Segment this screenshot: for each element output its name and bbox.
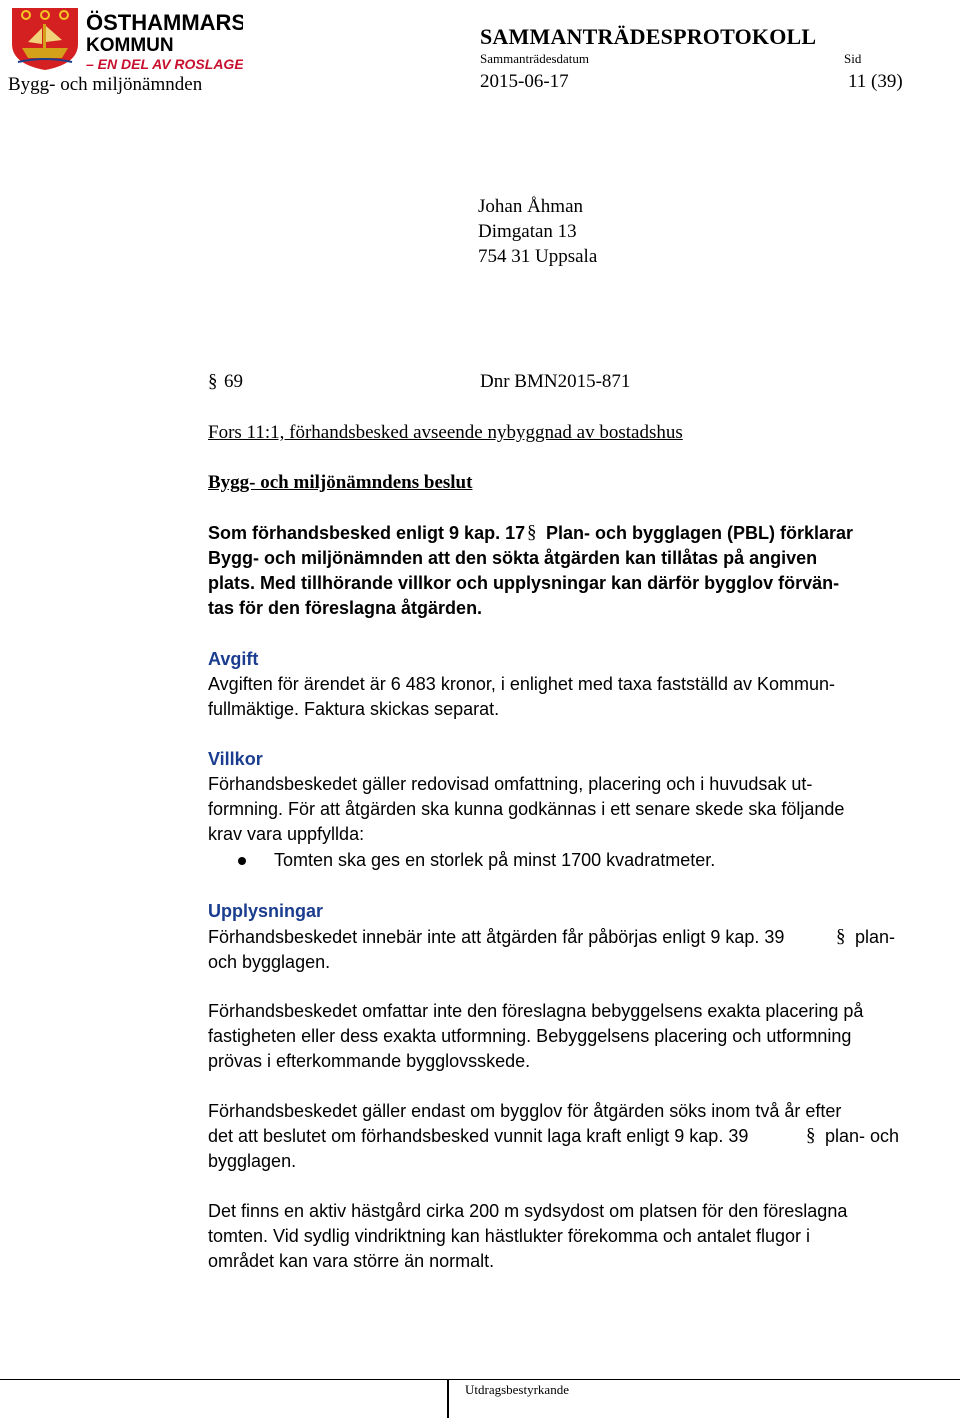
info-p4-line-3: området kan vara större än normalt. [208, 1251, 495, 1271]
info-p2-line-3: prövas i efterkommande bygglovsskede. [208, 1051, 531, 1071]
conditions-heading: Villkor [208, 749, 263, 769]
conditions-line-1: Förhandsbeskedet gäller redovisad omfattning, placering och i huvudsak ut- [208, 774, 813, 794]
meeting-date: 2015-06-17 [480, 71, 569, 92]
info-heading: Upplysningar [208, 901, 324, 921]
decision-line-2: Bygg- och miljönämnden att den sökta åtgärden kan tillåtas på angiven [208, 548, 818, 568]
info-p3-section-symbol: § [806, 1125, 816, 1146]
page-number: 11 (39) [848, 71, 903, 92]
fee-heading: Avgift [208, 649, 259, 669]
footer-divider [0, 1379, 960, 1380]
recipient-street: Dimgatan 13 [478, 221, 577, 242]
section-number: 69 [224, 371, 243, 392]
info-p4-line-2: tomten. Vid sydlig vindriktning kan hästlukter förekomma och antalet flugor i [208, 1226, 810, 1246]
bullet-icon [238, 857, 246, 865]
footer-column-divider [447, 1379, 449, 1418]
meeting-date-label: Sammanträdesdatum [480, 51, 590, 66]
conditions-bullet: Tomten ska ges en storlek på minst 1700 kvadratmeter. [274, 850, 716, 870]
info-p1-line-1-end: plan- [855, 927, 896, 947]
case-subject: Fors 11:1, förhandsbesked avseende nybyggnad av bostadshus [208, 422, 683, 443]
document-title: SAMMANTRÄDESPROTOKOLL [480, 24, 817, 49]
section-symbol: § [208, 371, 218, 392]
decision-line-1b: Plan- och bygglagen (PBL) förklarar [546, 523, 854, 543]
conditions-line-3: krav vara uppfyllda: [208, 824, 365, 844]
info-p3-line-2: det att beslutet om förhandsbesked vunnit laga kraft enligt 9 kap. 39 [208, 1126, 749, 1146]
decision-heading: Bygg- och miljönämndens beslut [208, 472, 473, 493]
svg-text:– EN DEL AV ROSLAGEN: – EN DEL AV ROSLAGEN [86, 56, 243, 72]
info-p1-line-2: och bygglagen. [208, 952, 331, 972]
certification-label: Utdragsbestyrkande [465, 1382, 569, 1397]
conditions-line-2: formning. För att åtgärden ska kunna godkännas i ett senare skede ska följande [208, 799, 845, 819]
info-p2-line-2: fastigheten eller dess exakta utformning. Bebyggelsens placering och utformning [208, 1026, 852, 1046]
municipality-logo [8, 6, 243, 72]
recipient-city: 754 31 Uppsala [478, 246, 598, 267]
info-p3-line-2-end: plan- och [825, 1126, 900, 1146]
svg-text:ÖSTHAMMARS: ÖSTHAMMARS [86, 10, 243, 35]
recipient-name: Johan Åhman [478, 196, 584, 217]
fee-line-1: Avgiften för ärendet är 6 483 kronor, i enlighet med taxa fastställd av Kommun- [208, 674, 836, 694]
decision-section-symbol: § [527, 522, 537, 543]
info-p4-line-1: Det finns en aktiv hästgård cirka 200 m sydsydost om platsen för den föreslagna [208, 1201, 848, 1221]
decision-line-4: tas för den föreslagna åtgärden. [208, 598, 483, 618]
info-p1-line-1: Förhandsbeskedet innebär inte att åtgärden får påbörjas enligt 9 kap. 39 [208, 927, 785, 947]
info-p2-line-1: Förhandsbeskedet omfattar inte den föreslagna bebyggelsens exakta placering på [208, 1001, 864, 1021]
decision-line-1a: Som förhandsbesked enligt 9 kap. 17 [208, 523, 526, 543]
page-label: Sid [844, 51, 862, 66]
decision-line-3: plats. Med tillhörande villkor och upplysningar kan därför bygglov förvän- [208, 573, 840, 593]
info-p1-section-symbol: § [836, 926, 846, 947]
fee-line-2: fullmäktige. Faktura skickas separat. [208, 699, 500, 719]
ship-emblem-icon [8, 6, 243, 72]
info-p3-line-3: bygglagen. [208, 1151, 297, 1171]
svg-text:KOMMUN: KOMMUN [86, 35, 174, 56]
case-dnr: Dnr BMN2015-871 [480, 371, 631, 392]
info-p3-line-1: Förhandsbeskedet gäller endast om bygglov för åtgärden söks inom två år efter [208, 1101, 842, 1121]
department-name: Bygg- och miljönämnden [8, 74, 203, 95]
